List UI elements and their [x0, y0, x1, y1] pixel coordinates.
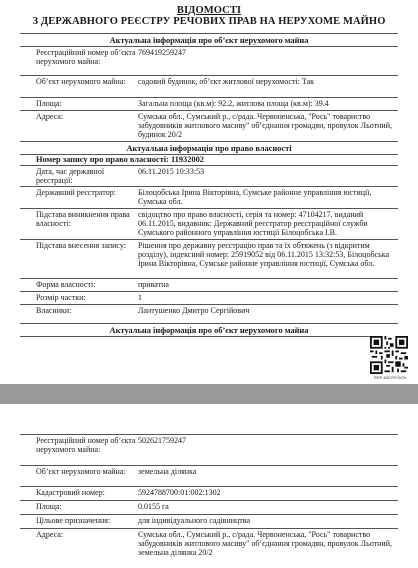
field-row [20, 515, 398, 528]
field-value: свідоцтво про право власності, серія та номер: 47104217, виданий 06.11.2015, видавник: Державний реєстратор реєстраційної служби Сумського районного управління юстиції Білоцобська І.В. [138, 210, 368, 237]
page-top-margin [0, 404, 418, 434]
field-label: Реєстраційний номер об’єкта нерухомого майна: [36, 436, 136, 454]
field-value: 0.0155 га [138, 502, 169, 511]
field-label: Підстава виникнення права власності: [36, 210, 130, 228]
qr-caption: RRP-6007PC0CN [373, 375, 407, 380]
field-value: Загальна площа (кв.м): 92.2, житлова площа (кв.м): 39.4 [138, 99, 329, 108]
field-label: Підстава внесення запису: [36, 241, 126, 250]
document-title [0, 5, 418, 27]
field-value: земельна ділянка [138, 467, 197, 476]
field-label: Державний реєстратор: [36, 188, 116, 197]
field-label: Власники: [36, 306, 72, 315]
field-value: 502621759247 [138, 436, 186, 445]
field-label: Кадастровий номер: [36, 488, 105, 497]
divider [20, 336, 398, 337]
field-label: Площа: [36, 99, 62, 108]
title-line-1: ВІДОМОСТІ [176, 5, 242, 16]
field-row [20, 111, 398, 141]
field-label: Дата, час державної реєстрації: [36, 167, 105, 185]
section-title-object-2: Актуальна інформація про об’єкт нерухомого майна [109, 326, 309, 335]
field-label: Цільове призначення: [36, 516, 111, 525]
page-separator [0, 384, 418, 404]
field-row [20, 501, 398, 514]
field-value: садовий будинок, об’єкт житлової нерухомості: Так [138, 77, 315, 86]
field-label: Форма власності: [36, 280, 96, 289]
field-value: Сумська обл., Сумський р., с/рада. Червоненська, "Рось" товариство забудовників житлового масиву" об’єднання громадян, провулок Льотний, земельна ділянка 20/2 [138, 530, 392, 557]
field-label: Об’єкт нерухомого майна: [36, 467, 126, 476]
field-value: Рішення про державну реєстрацію прав та їх обтяжень (з відкритим розділу), індексний номер: 25919052 від 06.11.2015 13:32:53, Білоцобська Ірина Вікторівна, Сумське районне управління юстиції, Сумська обл. [138, 241, 390, 268]
field-value: Лантушенко Дмитро Сергійович [138, 306, 250, 315]
section-title-object: Актуальна інформація про об’єкт нерухомого майна [109, 36, 309, 45]
field-value: 1 [138, 293, 142, 302]
field-row [20, 279, 398, 291]
field-label: Розмір частки: [36, 293, 86, 302]
field-value: Білоцобська Ірина Вікторівна, Сумське районне управління юстиції, Сумська обл. [138, 188, 372, 206]
field-label: Адреса: [36, 530, 64, 539]
field-value: 769419259247 [138, 48, 186, 57]
document-page-2 [0, 404, 418, 568]
field-row [20, 292, 398, 304]
field-row [20, 166, 398, 186]
field-label: Об’єкт нерухомого майна: [36, 77, 126, 86]
field-row [20, 187, 398, 208]
field-value: Сумська обл., Сумський р., с/рада. Червоненська, "Рось" товариство забудовників житлового масиву" об’єднання громадян, провулок Льотний, будинок 20/2 [138, 112, 392, 139]
qr-code [370, 336, 408, 374]
field-label: Реєстраційний номер об’єкта нерухомого майна: [36, 48, 136, 66]
field-label: Площа: [36, 502, 62, 511]
field-row [20, 466, 398, 486]
field-value: приватна [138, 280, 169, 289]
field-row [20, 435, 398, 465]
field-value: 5924788700:01:002:1302 [138, 488, 221, 497]
field-row [20, 47, 398, 75]
field-row [20, 487, 398, 500]
field-row [20, 209, 398, 239]
section-title-ownership: Актуальна інформація про право власності [126, 144, 292, 153]
field-row [20, 529, 398, 560]
ownership-record-number: Номер запису про право власності: 11932002 [36, 155, 204, 164]
field-row [20, 76, 398, 97]
field-row [20, 305, 398, 319]
field-row [20, 240, 398, 278]
field-value: для індивідуального садівництва [138, 516, 251, 525]
field-label: Адреса: [36, 112, 64, 121]
field-row [20, 98, 398, 110]
field-value: 06.11.2015 10:33:53 [138, 167, 205, 176]
title-line-2: З ДЕРЖАВНОГО РЕЄСТРУ РЕЧОВИХ ПРАВ НА НЕРУХОМЕ МАЙНО [32, 16, 386, 27]
